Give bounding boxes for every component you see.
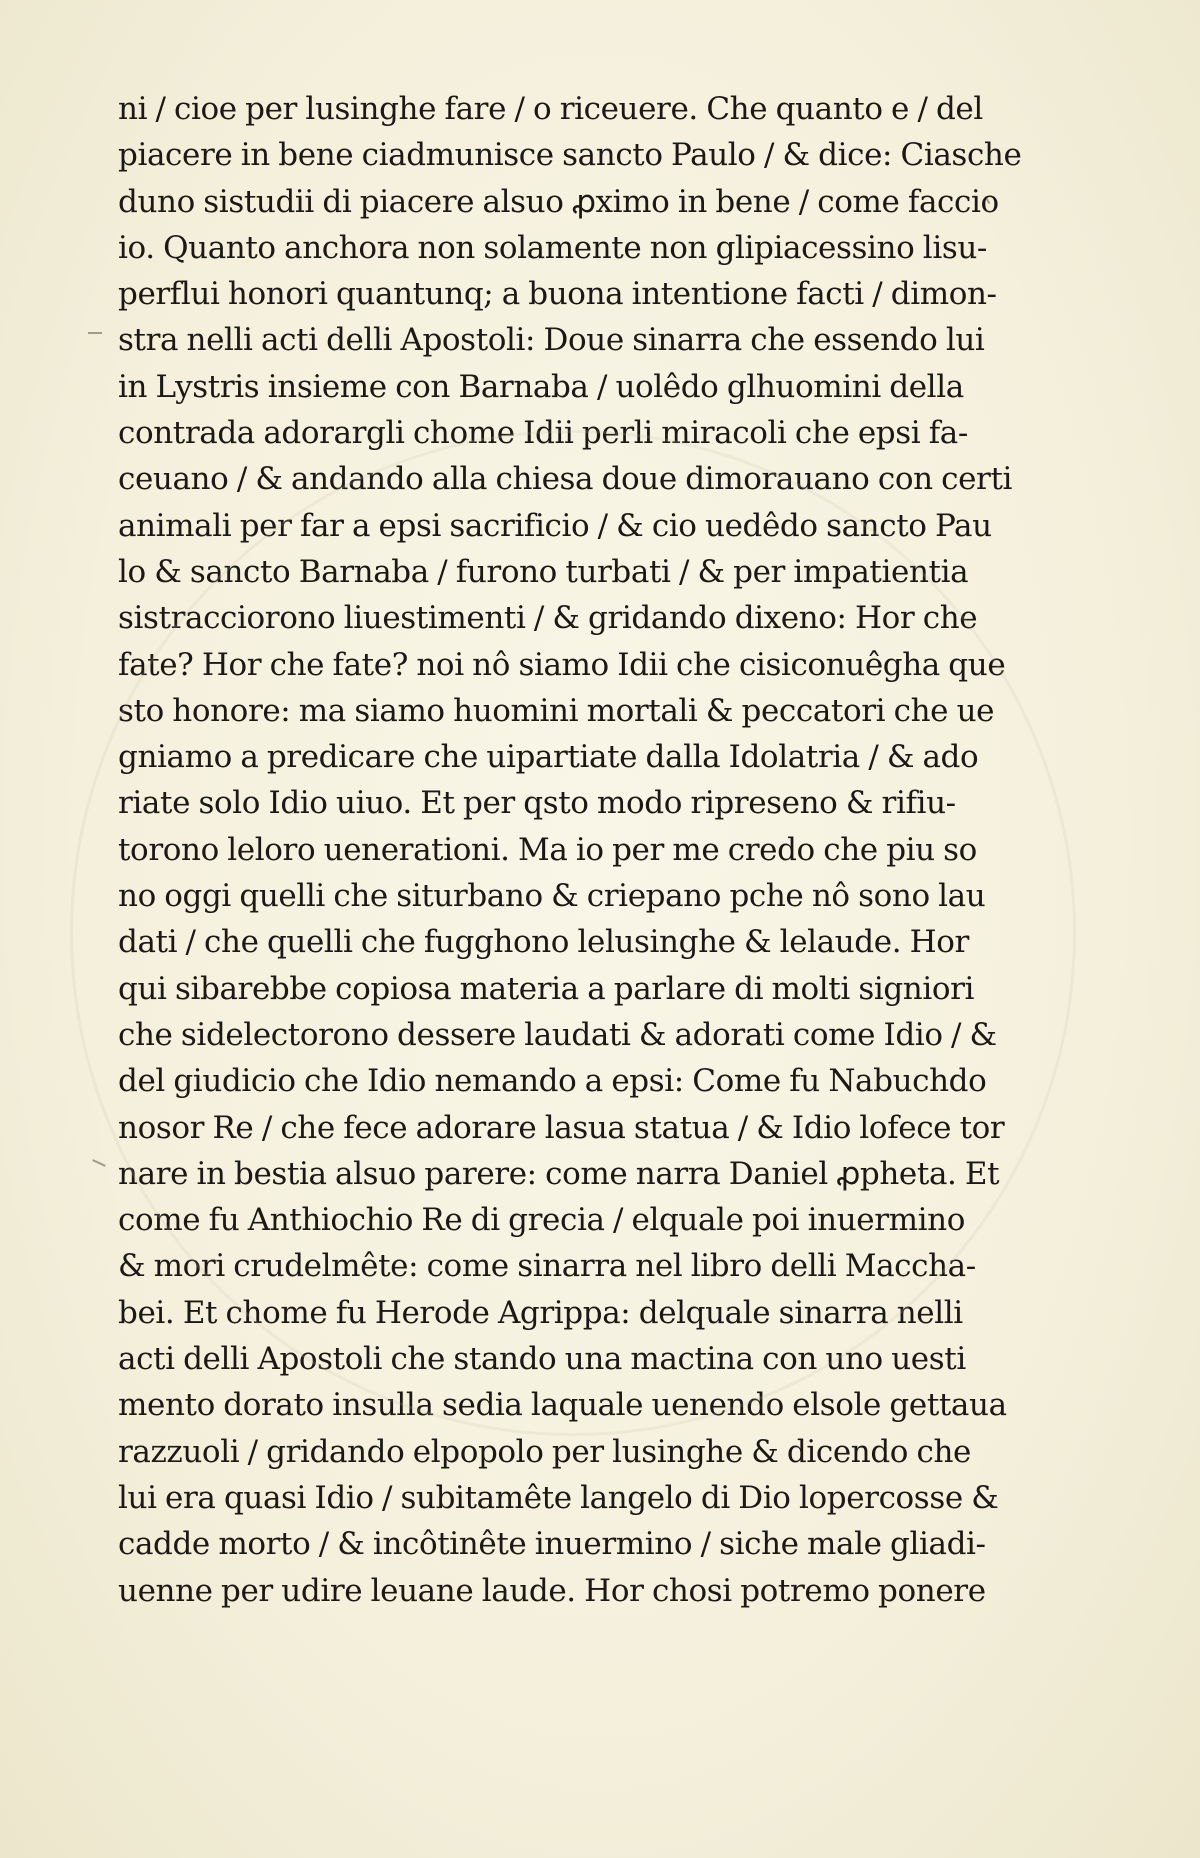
text-line: in Lystris insieme con Barnaba / uolêdo glhuomini della [118,368,964,405]
text-line: qui sibarebbe copiosa materia a parlare di molti signiori [118,970,975,1007]
text-line: razzuoli / gridando elpopolo per lusinghe & dicendo che [118,1433,971,1470]
text-line: gniamo a predicare che uipartiate dalla Idolatria / & ado [118,739,979,776]
text-line: come fu Anthiochio Re di grecia / elquale poi inuermino [118,1202,965,1239]
text-line: lui era quasi Idio / subitamête langelo di Dio lopercosse & [118,1479,999,1516]
text-line: acti delli Apostoli che stando una mactina con uno uesti [118,1341,966,1378]
margin-mark [88,332,102,334]
page-text [118,86,1198,1614]
text-line: animali per far a epsi sacrificio / & cio uedêdo sancto Pau [118,507,992,544]
text-line: no oggi quelli che siturbano & criepano pche nô sono lau [118,878,986,915]
text-line: mento dorato insulla sedia laquale uenendo elsole gettaua [118,1387,1007,1424]
text-line: riate solo Idio uiuo. Et per qsto modo ripreseno & rifiu- [118,785,956,822]
text-line: cadde morto / & incôtinête inuermino / siche male gliadi- [118,1526,986,1563]
text-line: dati / che quelli che fugghono lelusinghe & lelaude. Hor [118,924,969,961]
text-line: torono leloro uenerationi. Ma io per me credo che piu so [118,831,977,868]
text-line: sto honore: ma siamo huomini mortali & peccatori che ue [118,692,995,729]
margin-mark [92,1159,106,1167]
text-line: lo & sancto Barnaba / furono turbati / & per impatientia [118,553,969,590]
text-line: perflui honori quantunq; a buona intentione facti / dimon- [118,276,997,313]
text-line: nare in bestia alsuo parere: come narra Daniel ꝓpheta. Et [118,1155,1000,1192]
text-line: contrada adorargli chome Idii perli miracoli che epsi fa- [118,415,968,452]
text-line: bei. Et chome fu Herode Agrippa: delquale sinarra nelli [118,1294,963,1331]
text-line: fate? Hor che fate? noi nô siamo Idii che cisiconuêgha que [118,646,1006,683]
text-line: & mori crudelmête: come sinarra nel libro delli Maccha- [118,1248,976,1285]
text-line: io. Quanto anchora non solamente non glipiacessino lisu- [118,229,987,266]
text-line: del giudicio che Idio nemando a epsi: Come fu Nabuchdo [118,1063,987,1100]
text-line: duno sistudii di piacere alsuo ꝓximo in bene / come faccio [118,183,999,220]
text-line: ni / cioe per lusinghe fare / o riceuere. Che quanto e / del [118,91,983,127]
text-line: nosor Re / che fece adorare lasua statua / & Idio lofece tor [118,1109,1005,1146]
text-line: uenne per udire leuane laude. Hor chosi potremo ponere [118,1572,986,1609]
text-line: che sidelectorono dessere laudati & adorati come Idio / & [118,1016,997,1053]
text-line: ceuano / & andando alla chiesa doue dimorauano con certi [118,461,1013,498]
text-line: stra nelli acti delli Apostoli: Doue sinarra che essendo lui [118,322,985,359]
text-line: sistracciorono liuestimenti / & gridando dixeno: Hor che [118,600,978,637]
text-line: piacere in bene ciadmunisce sancto Paulo / & dice: Ciasche [118,137,1022,174]
